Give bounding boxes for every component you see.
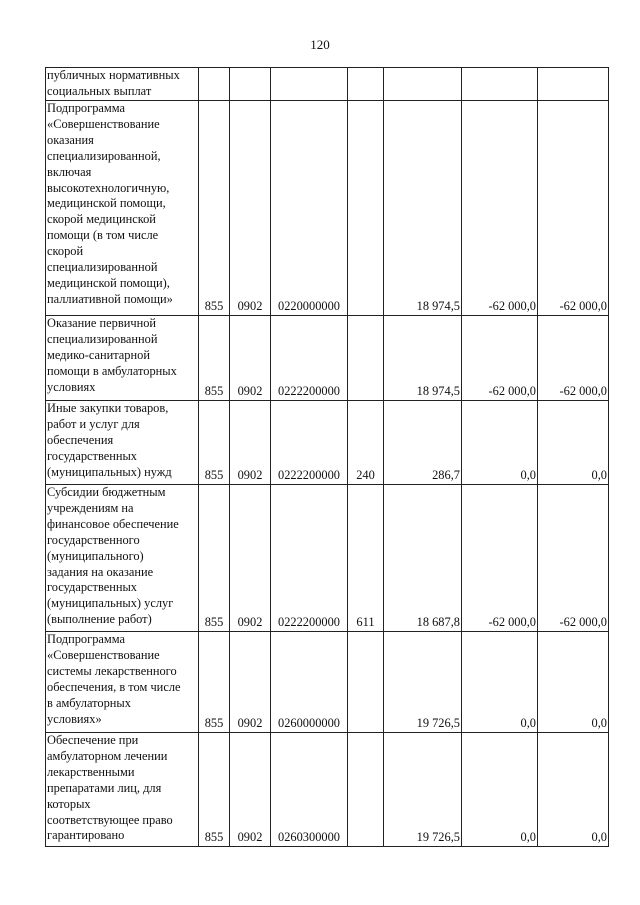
sum-cell: 19 726,5	[384, 733, 462, 847]
name-line: скорой медицинской	[47, 212, 156, 227]
vr-cell	[348, 101, 384, 316]
name-line: включая	[47, 164, 92, 179]
gr-cell: 855	[199, 101, 230, 316]
table-row	[46, 101, 609, 316]
change-cell: -62 000,0	[462, 316, 538, 401]
total-cell: -62 000,0	[538, 485, 609, 632]
table-row	[46, 401, 609, 485]
change-cell: 0,0	[462, 632, 538, 733]
name-line: медицинской помощи,	[47, 196, 166, 211]
total-cell: 0,0	[538, 401, 609, 485]
csr-cell: 0220000000	[271, 101, 348, 316]
name-line: соответствующее право	[47, 812, 173, 827]
name-line: Подпрограмма	[47, 101, 125, 115]
name-line: лекарственными	[47, 764, 135, 779]
csr-cell: 0222200000	[271, 401, 348, 485]
name-line: помощи (в том числе	[47, 228, 159, 243]
budget-table	[45, 67, 609, 847]
name-line: государственных	[47, 580, 138, 595]
name-line: (муниципальных) нужд	[47, 464, 172, 479]
gr-cell: 855	[199, 632, 230, 733]
name-line: (муниципальных) услуг	[47, 596, 174, 611]
name-line: препаратами лиц, для	[47, 780, 162, 795]
gr-cell: 855	[199, 401, 230, 485]
total-cell	[538, 68, 609, 101]
name-line: (выполнение работ)	[47, 612, 152, 627]
name-cell	[46, 632, 199, 733]
name-line: Субсидии бюджетным	[47, 485, 166, 499]
page-number: 120	[310, 37, 330, 52]
vr-cell	[348, 632, 384, 733]
vr-cell: 240	[348, 401, 384, 485]
vr-cell	[348, 68, 384, 101]
name-line: специализированной	[47, 260, 158, 275]
sum-cell	[384, 68, 462, 101]
name-line: условиях»	[47, 711, 102, 726]
name-line: (муниципального)	[47, 548, 144, 563]
name-line: которых	[47, 796, 91, 811]
sum-cell: 19 726,5	[384, 632, 462, 733]
gr-cell: 855	[199, 485, 230, 632]
name-line: обеспечения	[47, 432, 114, 447]
name-line: Обеспечение при	[47, 733, 139, 747]
name-line: высокотехнологичную,	[47, 180, 170, 195]
gr-cell	[199, 68, 230, 101]
rz-cell: 0902	[230, 733, 271, 847]
csr-cell	[271, 68, 348, 101]
table-body	[46, 68, 609, 847]
change-cell: 0,0	[462, 733, 538, 847]
table-row	[46, 632, 609, 733]
name-cell	[46, 733, 199, 847]
name-line: оказания	[47, 132, 94, 147]
name-cell	[46, 485, 199, 632]
name-line: задания на оказание	[47, 564, 154, 579]
table-row	[46, 733, 609, 847]
name-line: специализированной,	[47, 148, 161, 163]
name-line: специализированной	[47, 331, 158, 346]
sum-cell: 286,7	[384, 401, 462, 485]
total-cell: 0,0	[538, 733, 609, 847]
name-line: работ и услуг для	[47, 416, 140, 431]
name-line: Иные закупки товаров,	[47, 401, 169, 415]
vr-cell	[348, 733, 384, 847]
name-line: гарантировано	[47, 828, 125, 843]
name-line: государственного	[47, 532, 140, 547]
name-line: Оказание первичной	[47, 316, 157, 330]
name-line: «Совершенствование	[47, 116, 160, 131]
name-cell	[46, 101, 199, 316]
rz-cell: 0902	[230, 101, 271, 316]
name-line: Подпрограмма	[47, 632, 125, 646]
csr-cell: 0260000000	[271, 632, 348, 733]
change-cell: -62 000,0	[462, 101, 538, 316]
name-line: амбулаторном лечении	[47, 748, 168, 763]
name-line: паллиативной помощи»	[47, 291, 173, 306]
name-line: системы лекарственного	[47, 663, 177, 678]
name-line: в амбулаторных	[47, 695, 131, 710]
name-line: медико-санитарной	[47, 347, 150, 362]
name-line: публичных нормативных	[47, 68, 180, 82]
rz-cell	[230, 68, 271, 101]
name-line: учреждениям на	[47, 500, 134, 515]
gr-cell: 855	[199, 316, 230, 401]
total-cell: -62 000,0	[538, 316, 609, 401]
gr-cell: 855	[199, 733, 230, 847]
name-line: государственных	[47, 448, 138, 463]
change-cell: -62 000,0	[462, 485, 538, 632]
sum-cell: 18 687,8	[384, 485, 462, 632]
name-cell	[46, 316, 199, 401]
sum-cell: 18 974,5	[384, 316, 462, 401]
total-cell: 0,0	[538, 632, 609, 733]
name-cell	[46, 68, 199, 101]
name-line: «Совершенствование	[47, 647, 160, 662]
rz-cell: 0902	[230, 401, 271, 485]
table-row	[46, 316, 609, 401]
name-cell	[46, 401, 199, 485]
name-line: обеспечения, в том числе	[47, 679, 181, 694]
total-cell: -62 000,0	[538, 101, 609, 316]
sum-cell: 18 974,5	[384, 101, 462, 316]
name-line: помощи в амбулаторных	[47, 363, 177, 378]
name-line: условиях	[47, 379, 96, 394]
rz-cell: 0902	[230, 632, 271, 733]
rz-cell: 0902	[230, 485, 271, 632]
csr-cell: 0222200000	[271, 316, 348, 401]
name-line: финансовое обеспечение	[47, 516, 179, 531]
vr-cell: 611	[348, 485, 384, 632]
rz-cell: 0902	[230, 316, 271, 401]
table-row	[46, 485, 609, 632]
csr-cell: 0222200000	[271, 485, 348, 632]
vr-cell	[348, 316, 384, 401]
table-row	[46, 68, 609, 101]
name-line: скорой	[47, 244, 84, 259]
change-cell	[462, 68, 538, 101]
csr-cell: 0260300000	[271, 733, 348, 847]
name-line: медицинской помощи),	[47, 275, 170, 290]
name-line: социальных выплат	[47, 83, 152, 98]
change-cell: 0,0	[462, 401, 538, 485]
